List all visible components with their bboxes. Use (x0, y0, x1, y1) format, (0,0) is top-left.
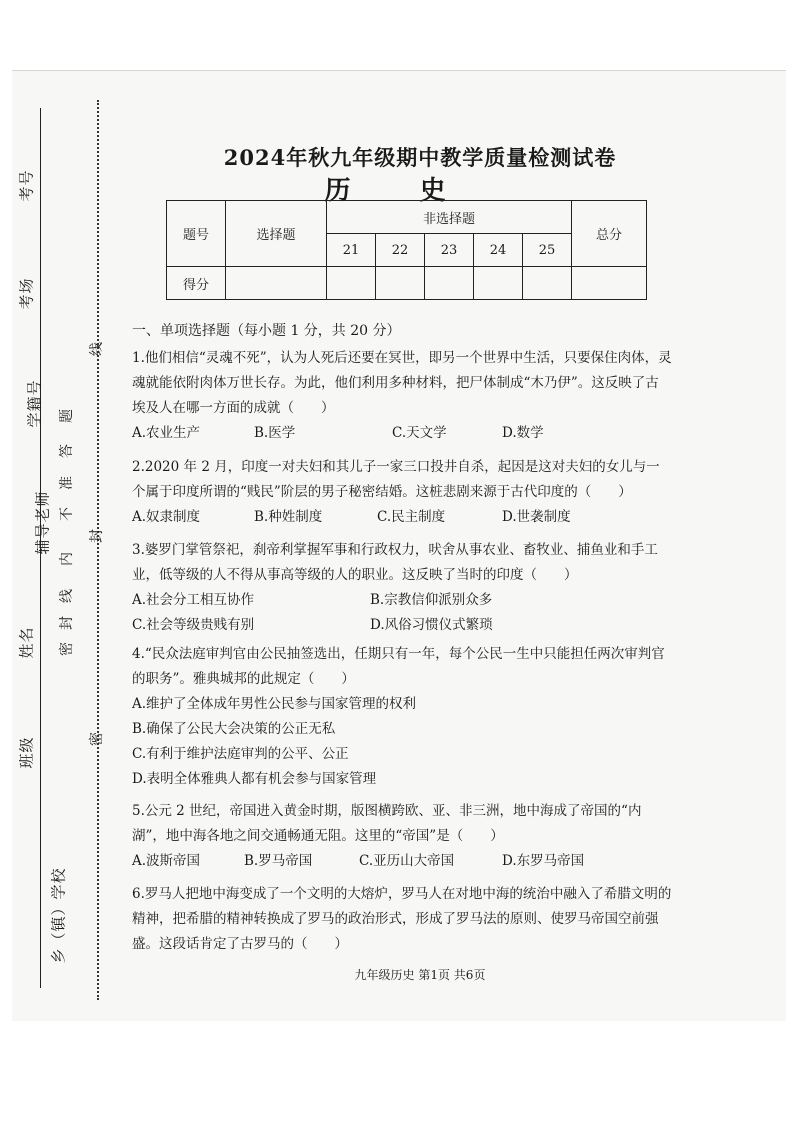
question-number: 21 (327, 234, 376, 267)
question-number: 22 (376, 234, 425, 267)
option-d[interactable]: D.东罗马帝国 (502, 853, 585, 869)
question-stem: 5.公元 2 世纪，帝国进入黄金时期，版图横跨欧、亚、非三洲，地中海成了帝国的“内湖”，地中海各地之间交通畅通无阻。这里的“帝国”是（ ） (132, 803, 642, 844)
question-3 (132, 538, 672, 638)
section-header: 一、单项选择题（每小题 1 分，共 20 分） (132, 323, 401, 339)
question-stem: 1.他们相信“灵魂不死”，认为人死后还要在冥世，即另一个世界中生活，只要保住肉体，灵魂就能依附肉体万世长存。为此，他们利用多种材料，把尸体制成“木乃伊”。这反映了古埃及人在哪一方面的成就（ ） (132, 350, 672, 416)
option-c[interactable]: C.有利于维护法庭审判的公平、公正 (132, 746, 349, 762)
option-b[interactable]: B.宗教信仰派别众多 (370, 592, 493, 608)
score-cell[interactable] (376, 267, 425, 300)
option-c[interactable]: C.民主制度 (377, 509, 446, 525)
options (132, 849, 672, 874)
option-d[interactable]: D.数学 (502, 425, 544, 441)
score-cell[interactable] (425, 267, 474, 300)
question-6 (132, 882, 672, 957)
options (132, 505, 672, 530)
question-number: 23 (425, 234, 474, 267)
seal-char: 封 (89, 527, 105, 543)
question-stem: 6.罗马人把地中海变成了一个文明的大熔炉，罗马人在对地中海的统治中融入了希腊文明的精神，把希腊的精神转换成了罗马的政治形式，形成了罗马法的原则、使罗马帝国空前强盛。这段话肯定了古罗马的（ ） (132, 886, 672, 952)
options (132, 613, 672, 638)
option-a[interactable]: A.维护了全体成年男性公民参与国家管理的权利 (132, 696, 417, 712)
seal-char: 密 (59, 640, 75, 656)
option-a[interactable]: A.社会分工相互协作 (132, 592, 255, 608)
score-cell[interactable] (572, 267, 647, 300)
options (132, 421, 672, 446)
question-number: 24 (474, 234, 523, 267)
option-b[interactable]: B.罗马帝国 (244, 853, 313, 869)
seal-char: 线 (59, 587, 75, 603)
option-a[interactable]: A.奴隶制度 (132, 509, 201, 525)
non-choice-header: 非选择题 (327, 201, 572, 234)
option-c[interactable]: C.亚历山大帝国 (359, 853, 455, 869)
question-5 (132, 799, 672, 874)
option-d[interactable]: D.表明全体雅典人都有机会参与国家管理 (132, 771, 377, 787)
seal-char: 不 (59, 505, 75, 521)
question-4 (132, 642, 672, 792)
seal-char: 内 (59, 550, 75, 566)
row-label: 题号 (167, 201, 226, 267)
question-stem: 4.“民众法庭审判官由公民抽签选出，任期只有一年，每个公民一生中只能担任两次审判官的职务”。雅典城邦的此规定（ ） (132, 646, 665, 687)
question-stem: 3.婆罗门掌管祭祀，刹帝利掌握军事和行政权力，吠舍从事农业、畜牧业、捕鱼业和手工业，低等级的人不得从事高等级的人的职业。这反映了当时的印度（ ） (132, 542, 658, 583)
option-c[interactable]: C.社会等级贵贱有别 (132, 617, 255, 633)
question-1 (132, 346, 672, 446)
score-row-label: 得分 (167, 267, 226, 300)
seal-char: 准 (59, 474, 75, 490)
score-cell[interactable] (226, 267, 327, 300)
page-footer: 九年级历史 第1页 共6页 (354, 968, 486, 982)
score-table (166, 200, 647, 300)
option-a[interactable]: A.农业生产 (132, 425, 201, 441)
option-b[interactable]: B.医学 (254, 425, 296, 441)
score-cell[interactable] (523, 267, 572, 300)
question-number: 25 (523, 234, 572, 267)
seal-char: 封 (59, 614, 75, 630)
seal-char: 密 (89, 730, 105, 746)
seal-char: 线 (89, 340, 105, 356)
total-header: 总分 (572, 201, 647, 267)
option-a[interactable]: A.波斯帝国 (132, 853, 201, 869)
seal-dotted-line (97, 100, 99, 1000)
score-cell[interactable] (474, 267, 523, 300)
option-b[interactable]: B.种姓制度 (254, 509, 323, 525)
option-c[interactable]: C.天文学 (392, 425, 447, 441)
score-cell[interactable] (327, 267, 376, 300)
seal-char: 答 (59, 442, 75, 458)
option-d[interactable]: D.世袭制度 (502, 509, 571, 525)
option-d[interactable]: D.风俗习惯仪式繁琐 (370, 617, 493, 633)
exam-title: 2024年秋九年级期中教学质量检测试卷 (223, 145, 617, 170)
subject-title: 历 史 (324, 176, 476, 206)
options (132, 588, 672, 613)
seal-char: 题 (59, 407, 75, 423)
choice-header: 选择题 (226, 201, 327, 267)
option-b[interactable]: B.确保了公民大会决策的公正无私 (132, 721, 336, 737)
question-stem: 2.2020 年 2 月，印度一对夫妇和其儿子一家三口投井自杀，起因是这对夫妇的女儿与一个属于印度所谓的“贱民”阶层的男子秘密结婚。这桩悲剧来源于古代印度的（ ） (132, 459, 660, 500)
question-2 (132, 455, 672, 530)
